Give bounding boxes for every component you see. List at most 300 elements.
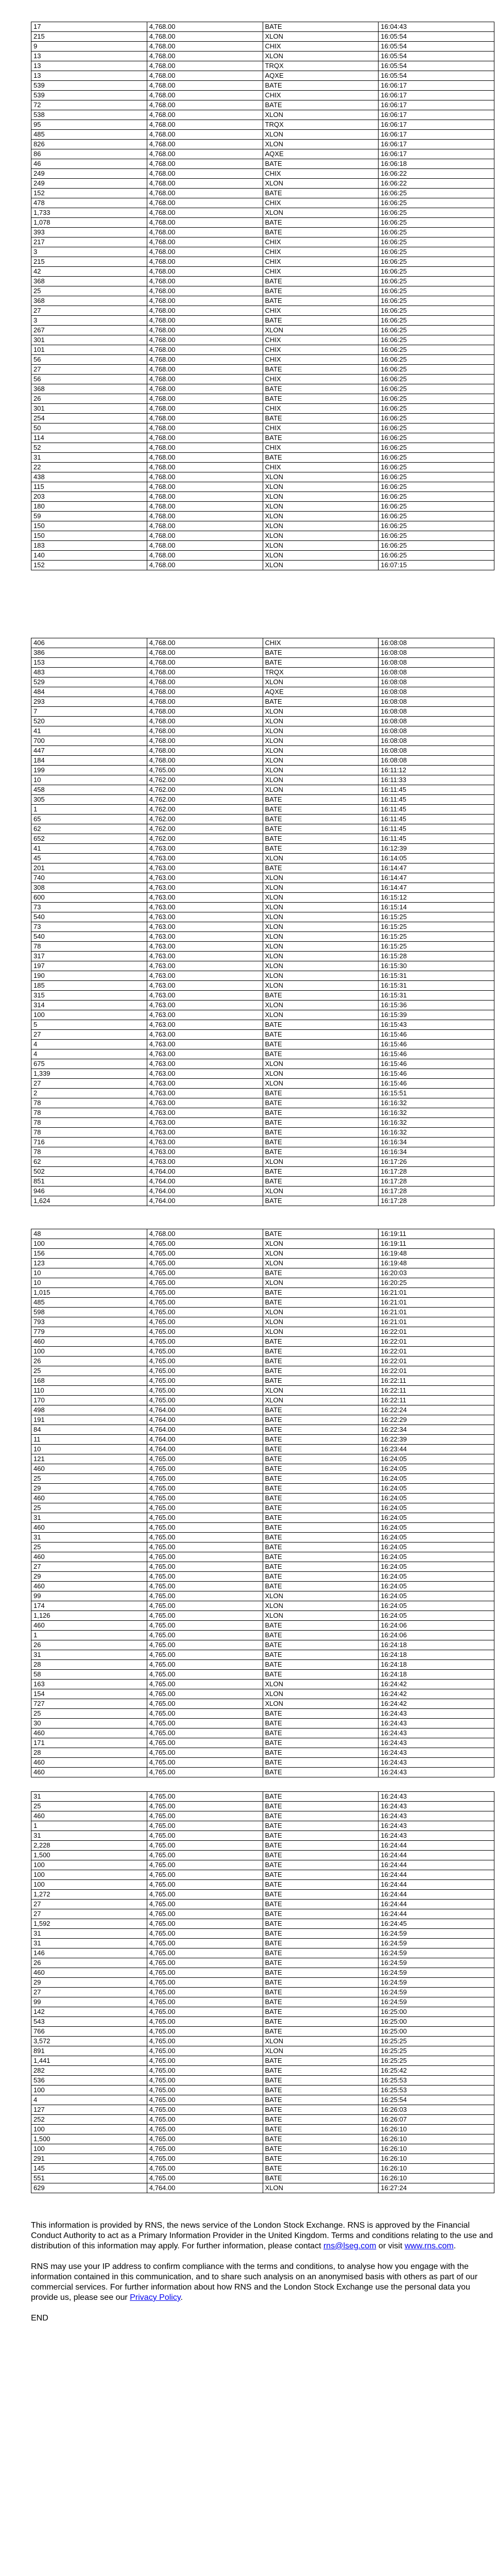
price-cell: 4,768.00 [147,365,263,375]
table-row [31,1900,494,1909]
price-cell: 4,763.00 [147,1059,263,1069]
volume-cell: 27 [31,1988,147,1997]
price-cell: 4,768.00 [147,756,263,766]
venue-cell: CHIX [263,247,379,257]
table-row [31,1621,494,1631]
volume-cell: 539 [31,81,147,91]
volume-cell: 170 [31,1396,147,1405]
volume-cell: 65 [31,815,147,824]
venue-cell: BATE [263,81,379,91]
price-cell: 4,765.00 [147,2007,263,2017]
time-cell: 16:24:05 [379,1552,494,1562]
table-row [31,561,494,570]
price-cell: 4,763.00 [147,912,263,922]
venue-cell: BATE [263,1435,379,1445]
table-row [31,1591,494,1601]
time-cell: 16:06:25 [379,208,494,218]
time-cell: 16:25:25 [379,2037,494,2046]
venue-cell: BATE [263,1474,379,1484]
price-cell: 4,768.00 [147,375,263,384]
venue-cell: XLON [263,179,379,189]
venue-cell: XLON [263,2183,379,2193]
table-row [31,1929,494,1939]
volume-cell: 1 [31,805,147,815]
time-cell: 16:06:17 [379,130,494,140]
volume-cell: 41 [31,844,147,854]
price-cell: 4,768.00 [147,208,263,218]
table-row [31,404,494,414]
time-cell: 16:24:42 [379,1680,494,1689]
table-row [31,1533,494,1543]
time-cell: 16:16:34 [379,1138,494,1147]
price-cell: 4,765.00 [147,1464,263,1474]
volume-cell: 100 [31,1880,147,1890]
time-cell: 16:16:32 [379,1098,494,1108]
table-row [31,502,494,512]
venue-cell: BATE [263,1089,379,1098]
volume-cell: 78 [31,1108,147,1118]
venue-cell: XLON [263,1699,379,1709]
venue-cell: CHIX [263,238,379,247]
volume-cell: 766 [31,2027,147,2037]
table-row [31,189,494,198]
time-cell: 16:22:01 [379,1337,494,1347]
price-cell: 4,765.00 [147,1699,263,1709]
price-cell: 4,765.00 [147,1821,263,1831]
time-cell: 16:05:54 [379,42,494,52]
venue-cell: XLON [263,521,379,531]
volume-cell: 123 [31,1259,147,1268]
price-cell: 4,764.00 [147,1415,263,1425]
table-row [31,1543,494,1552]
time-cell: 16:22:01 [379,1327,494,1337]
time-cell: 16:08:08 [379,687,494,697]
time-cell: 16:25:00 [379,2017,494,2027]
venue-cell: BATE [263,1792,379,1802]
volume-cell: 25 [31,1503,147,1513]
price-cell: 4,765.00 [147,1298,263,1308]
table-row [31,218,494,228]
venue-cell: BATE [263,2076,379,2086]
volume-cell: 851 [31,1177,147,1187]
venue-cell: XLON [263,1689,379,1699]
venue-cell: TRQX [263,668,379,677]
venue-cell: CHIX [263,345,379,355]
volume-cell: 826 [31,140,147,149]
price-cell: 4,768.00 [147,717,263,726]
table-row [31,100,494,110]
volume-cell: 30 [31,1719,147,1728]
table-row [31,1098,494,1108]
time-cell: 16:15:46 [379,1030,494,1040]
price-cell: 4,763.00 [147,961,263,971]
time-cell: 16:06:17 [379,120,494,130]
time-cell: 16:08:08 [379,677,494,687]
time-cell: 16:06:25 [379,335,494,345]
table-row [31,1689,494,1699]
venue-cell: BATE [263,2056,379,2066]
time-cell: 16:24:43 [379,1792,494,1802]
table-row [31,677,494,687]
price-cell: 4,768.00 [147,228,263,238]
time-cell: 16:15:28 [379,952,494,961]
time-cell: 16:24:43 [379,1728,494,1738]
table-row [31,2017,494,2027]
venue-cell: BATE [263,1890,379,1900]
time-cell: 16:24:59 [379,1978,494,1988]
price-cell: 4,763.00 [147,1108,263,1118]
volume-cell: 4 [31,2095,147,2105]
table-row [31,1890,494,1900]
price-cell: 4,768.00 [147,189,263,198]
price-cell: 4,768.00 [147,677,263,687]
time-cell: 16:16:34 [379,1147,494,1157]
volume-cell: 25 [31,1802,147,1811]
price-cell: 4,763.00 [147,971,263,981]
venue-cell: BATE [263,189,379,198]
table-row [31,1738,494,1748]
volume-cell: 1,126 [31,1611,147,1621]
volume-cell: 59 [31,512,147,521]
venue-cell: BATE [263,1939,379,1948]
time-cell: 16:05:54 [379,61,494,71]
table-row [31,726,494,736]
time-cell: 16:24:05 [379,1513,494,1523]
price-cell: 4,765.00 [147,1650,263,1660]
price-cell: 4,768.00 [147,100,263,110]
venue-cell: XLON [263,561,379,570]
venue-cell: BATE [263,1631,379,1640]
volume-cell: 11 [31,1435,147,1445]
volume-cell: 3,572 [31,2037,147,2046]
table-row [31,1552,494,1562]
volume-cell: 386 [31,648,147,658]
table-row [31,815,494,824]
venue-cell: BATE [263,648,379,658]
table-row [31,863,494,873]
volume-cell: 539 [31,91,147,100]
time-cell: 16:24:43 [379,1709,494,1719]
time-cell: 16:17:26 [379,1157,494,1167]
table-row [31,1758,494,1768]
venue-cell: XLON [263,140,379,149]
venue-cell: BATE [263,1562,379,1572]
time-cell: 16:11:12 [379,766,494,775]
time-cell: 16:07:15 [379,561,494,570]
price-cell: 4,768.00 [147,648,263,658]
table-row [31,1841,494,1851]
price-cell: 4,768.00 [147,726,263,736]
table-row [31,638,494,648]
price-cell: 4,763.00 [147,1040,263,1049]
venue-cell: BATE [263,1851,379,1860]
volume-cell: 1,500 [31,1851,147,1860]
time-cell: 16:26:10 [379,2164,494,2174]
price-cell: 4,763.00 [147,1020,263,1030]
volume-cell: 163 [31,1680,147,1689]
time-cell: 16:15:12 [379,893,494,903]
venue-cell: CHIX [263,267,379,277]
table-row [31,1670,494,1680]
time-cell: 16:24:05 [379,1454,494,1464]
table-row [31,2183,494,2193]
price-cell: 4,763.00 [147,1128,263,1138]
volume-cell: 308 [31,883,147,893]
table-row [31,1327,494,1337]
volume-cell: 150 [31,521,147,531]
time-cell: 16:21:01 [379,1288,494,1298]
table-row [31,1523,494,1533]
table-row [31,1187,494,1196]
venue-cell: XLON [263,961,379,971]
time-cell: 16:24:06 [379,1621,494,1631]
time-cell: 16:24:59 [379,1939,494,1948]
venue-cell: BATE [263,1978,379,1988]
venue-cell: CHIX [263,257,379,267]
venue-cell: CHIX [263,198,379,208]
price-cell: 4,763.00 [147,1001,263,1010]
price-cell: 4,762.00 [147,815,263,824]
time-cell: 16:15:46 [379,1059,494,1069]
time-cell: 16:08:08 [379,668,494,677]
time-cell: 16:24:43 [379,1802,494,1811]
price-cell: 4,765.00 [147,1851,263,1860]
volume-cell: 174 [31,1601,147,1611]
volume-cell: 101 [31,345,147,355]
time-cell: 16:15:14 [379,903,494,912]
volume-cell: 215 [31,32,147,42]
time-cell: 16:24:18 [379,1650,494,1660]
table-row [31,697,494,707]
table-row [31,2115,494,2125]
time-cell: 16:15:46 [379,1069,494,1079]
time-cell: 16:06:17 [379,100,494,110]
time-cell: 16:25:53 [379,2086,494,2095]
time-cell: 16:24:42 [379,1689,494,1699]
volume-cell: 13 [31,61,147,71]
table-row [31,257,494,267]
volume-cell: 110 [31,1386,147,1396]
time-cell: 16:24:05 [379,1494,494,1503]
price-cell: 4,765.00 [147,1308,263,1317]
table-row [31,824,494,834]
volume-cell: 191 [31,1415,147,1425]
volume-cell: 483 [31,668,147,677]
table-row [31,365,494,375]
time-cell: 16:17:28 [379,1187,494,1196]
table-row [31,1484,494,1494]
time-cell: 16:20:25 [379,1278,494,1288]
venue-cell: XLON [263,707,379,717]
volume-cell: 22 [31,463,147,472]
table-row [31,521,494,531]
price-cell: 4,768.00 [147,42,263,52]
venue-cell: XLON [263,912,379,922]
venue-cell: BATE [263,863,379,873]
volume-cell: 10 [31,1268,147,1278]
table-row [31,2086,494,2095]
price-cell: 4,765.00 [147,1268,263,1278]
time-cell: 16:24:05 [379,1523,494,1533]
time-cell: 16:06:17 [379,91,494,100]
price-cell: 4,768.00 [147,130,263,140]
time-cell: 16:24:59 [379,1948,494,1958]
price-cell: 4,765.00 [147,1978,263,1988]
table-row [31,110,494,120]
contact-email-link[interactable]: rns@lseg.com [323,2242,376,2250]
volume-cell: 301 [31,335,147,345]
footer-paragraph-privacy [31,2262,497,2303]
table-row [31,551,494,561]
price-cell: 4,765.00 [147,2164,263,2174]
table-row [31,384,494,394]
table-row [31,414,494,423]
table-row [31,1445,494,1454]
price-cell: 4,764.00 [147,1425,263,1435]
table-row [31,1728,494,1738]
table-row [31,1317,494,1327]
privacy-policy-link[interactable]: Privacy Policy [130,2293,181,2302]
price-cell: 4,768.00 [147,355,263,365]
time-cell: 16:24:43 [379,1748,494,1758]
time-cell: 16:06:25 [379,365,494,375]
price-cell: 4,768.00 [147,169,263,179]
venue-cell: BATE [263,1533,379,1543]
table-row [31,1454,494,1464]
venue-cell: CHIX [263,306,379,316]
venue-cell: XLON [263,1611,379,1621]
time-cell: 16:27:24 [379,2183,494,2193]
price-cell: 4,765.00 [147,1748,263,1758]
table-row [31,1699,494,1709]
time-cell: 16:11:45 [379,805,494,815]
volume-cell: 368 [31,296,147,306]
time-cell: 16:14:47 [379,883,494,893]
time-cell: 16:06:25 [379,326,494,335]
volume-cell: 41 [31,726,147,736]
time-cell: 16:15:25 [379,912,494,922]
price-cell: 4,765.00 [147,1503,263,1513]
time-cell: 16:06:17 [379,149,494,159]
table-row [31,228,494,238]
venue-cell: BATE [263,1347,379,1357]
volume-cell: 293 [31,697,147,707]
venue-cell: BATE [263,286,379,296]
rns-website-link[interactable]: www.rns.com [404,2242,454,2250]
volume-cell: 99 [31,1591,147,1601]
venue-cell: XLON [263,551,379,561]
venue-cell: BATE [263,1503,379,1513]
volume-cell: 152 [31,561,147,570]
table-row [31,952,494,961]
volume-cell: 27 [31,365,147,375]
end-marker: END [31,2314,48,2323]
footer-text: . [180,2293,183,2302]
price-cell: 4,768.00 [147,433,263,443]
volume-cell: 86 [31,149,147,159]
price-cell: 4,765.00 [147,1631,263,1640]
time-cell: 16:06:25 [379,423,494,433]
volume-cell: 9 [31,42,147,52]
venue-cell: TRQX [263,61,379,71]
volume-cell: 485 [31,130,147,140]
table-row [31,2056,494,2066]
table-row [31,648,494,658]
price-cell: 4,764.00 [147,1167,263,1177]
volume-cell: 84 [31,1425,147,1435]
time-cell: 16:05:54 [379,32,494,42]
time-cell: 16:24:05 [379,1543,494,1552]
table-row [31,1079,494,1089]
table-row [31,717,494,726]
volume-cell: 652 [31,834,147,844]
time-cell: 16:06:25 [379,218,494,228]
price-cell: 4,765.00 [147,1376,263,1386]
time-cell: 16:24:18 [379,1640,494,1650]
price-cell: 4,763.00 [147,1138,263,1147]
table-row [31,1010,494,1020]
time-cell: 16:24:05 [379,1591,494,1601]
time-cell: 16:06:25 [379,521,494,531]
time-cell: 16:11:45 [379,795,494,805]
price-cell: 4,768.00 [147,247,263,257]
price-cell: 4,765.00 [147,2134,263,2144]
price-cell: 4,768.00 [147,198,263,208]
volume-cell: 28 [31,1660,147,1670]
venue-cell: CHIX [263,443,379,453]
table-row [31,942,494,952]
venue-cell: TRQX [263,120,379,130]
price-cell: 4,768.00 [147,746,263,756]
volume-cell: 156 [31,1249,147,1259]
time-cell: 16:15:25 [379,942,494,952]
volume-cell: 305 [31,795,147,805]
table-row [31,932,494,942]
time-cell: 16:22:01 [379,1347,494,1357]
venue-cell: AQXE [263,149,379,159]
price-cell: 4,765.00 [147,1660,263,1670]
venue-cell: BATE [263,2095,379,2105]
volume-cell: 183 [31,541,147,551]
price-cell: 4,768.00 [147,286,263,296]
venue-cell: BATE [263,1543,379,1552]
venue-cell: XLON [263,1010,379,1020]
volume-cell: 25 [31,1709,147,1719]
table-row [31,512,494,521]
venue-cell: BATE [263,658,379,668]
trades-table-2 [31,638,494,1206]
venue-cell: BATE [263,2007,379,2017]
table-row [31,1415,494,1425]
time-cell: 16:24:43 [379,1768,494,1777]
price-cell: 4,768.00 [147,541,263,551]
venue-cell: BATE [263,1357,379,1366]
price-cell: 4,763.00 [147,991,263,1001]
price-cell: 4,764.00 [147,1196,263,1206]
volume-cell: 5 [31,1020,147,1030]
volume-cell: 31 [31,1792,147,1802]
table-row [31,472,494,482]
time-cell: 16:24:44 [379,1900,494,1909]
volume-cell: 100 [31,1860,147,1870]
time-cell: 16:14:05 [379,854,494,863]
table-row [31,453,494,463]
volume-cell: 25 [31,1474,147,1484]
volume-cell: 1,624 [31,1196,147,1206]
footer-text: or visit [376,2242,405,2250]
price-cell: 4,765.00 [147,1278,263,1288]
volume-cell: 31 [31,1650,147,1660]
